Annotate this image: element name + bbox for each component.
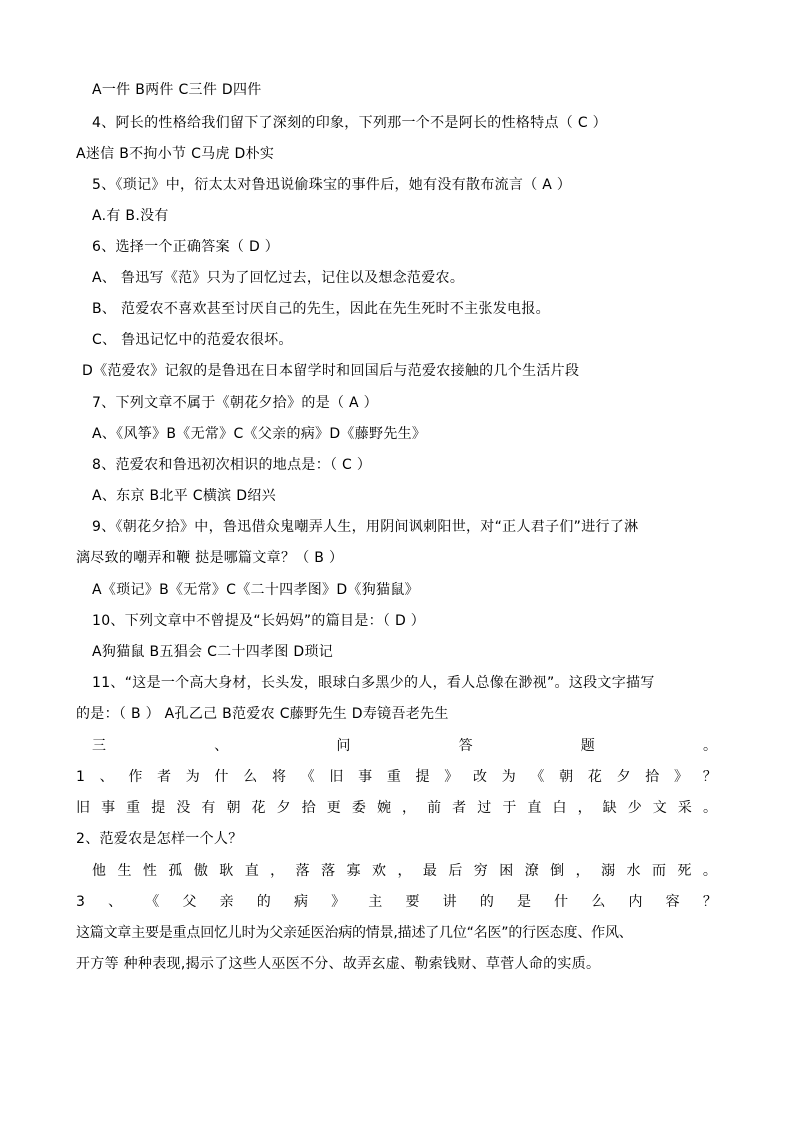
justified-char: 文 (652, 800, 667, 816)
question-11-continued: 的是：（ B ） A孔乙己 B范爱农 C藤野先生 D寿镜吾老先生 (76, 706, 449, 722)
qa-answer-3-continued: 开方等 种种表现,揭示了这些人巫医不分、故弄玄虚、勒索钱财、草菅人命的实质。 (76, 956, 601, 972)
question-6-option-d: D《范爱农》记叙的是鲁迅在日本留学时和回国后与范爱农接触的几个生活片段 (82, 363, 580, 379)
option-line-a: A一件 B两件 C三件 D四件 (92, 82, 262, 98)
justified-char: 讲 (442, 894, 457, 910)
qa-question-3 (76, 892, 717, 912)
justified-char: 1 (76, 769, 85, 785)
justified-char: 内 (628, 894, 643, 910)
justified-char: 少 (627, 800, 642, 816)
justified-char: 性 (142, 863, 157, 879)
justified-char: 么 (591, 894, 606, 910)
justified-char: 题 (580, 738, 595, 754)
justified-char: 改 (472, 769, 487, 785)
justified-char: 作 (128, 769, 143, 785)
justified-char: 夕 (616, 769, 631, 785)
justified-char: 后 (448, 863, 463, 879)
justified-char: ， (397, 863, 412, 879)
question-9-continued: 漓尽致的嘲弄和鞭 挞是哪篇文章？（ B ） (76, 550, 344, 566)
justified-char: 重 (126, 800, 141, 816)
justified-char: 病 (293, 894, 308, 910)
justified-char: 、 (99, 769, 114, 785)
justified-char: 三 (92, 738, 106, 754)
justified-char: ？ (702, 894, 717, 910)
justified-char: 。 (702, 863, 717, 879)
justified-char: 3 (76, 894, 85, 910)
question-9: 9、《朝花夕拾》中，鲁迅借众鬼嘲弄人生，用阴间讽刺阳世，对“正人君子们”进行了淋 (92, 519, 639, 535)
justified-char: ？ (702, 769, 717, 785)
question-6-option-c: C、 鲁迅记忆中的范爱农很坏。 (92, 332, 293, 348)
justified-char: 、 (214, 738, 229, 754)
justified-char: 《 (145, 894, 160, 910)
justified-char: 拾 (301, 800, 316, 816)
justified-char: 旧 (329, 769, 344, 785)
justified-char: 前 (427, 800, 442, 816)
question-10: 10、下列文章中不曾提及“长妈妈”的篇目是：（ D ） (92, 613, 426, 629)
question-7-options: A、《风筝》B《无常》C《父亲的病》D《藤野先生》 (92, 426, 427, 442)
section-heading (92, 736, 717, 756)
question-6-option-a: A、 鲁迅写《范》只为了回忆过去，记住以及想念范爱农。 (92, 270, 465, 286)
justified-char: 要 (405, 894, 420, 910)
justified-char: 重 (386, 769, 401, 785)
justified-char: 婉 (376, 800, 391, 816)
justified-char: 最 (422, 863, 437, 879)
justified-char: 为 (501, 769, 516, 785)
justified-char: ， (577, 800, 592, 816)
question-5: 5、《琐记》中，衍太太对鲁迅说偷珠宝的事件后，她有没有散布流言（ A ） (92, 177, 572, 193)
justified-char: 》 (444, 769, 459, 785)
question-10-options: A狗猫鼠 B五猖会 C二十四孝图 D琐记 (92, 644, 334, 660)
justified-char: 孤 (168, 863, 183, 879)
justified-char: 落 (295, 863, 310, 879)
question-9-options: A《琐记》B《无常》C《二十四孝图》D《狗猫鼠》 (92, 582, 419, 598)
justified-char: 答 (458, 738, 473, 754)
justified-char: 父 (182, 894, 197, 910)
question-4-options: A迷信 B不拘小节 C马虎 D朴实 (76, 146, 275, 162)
justified-char: 。 (702, 800, 717, 816)
justified-char: 朝 (226, 800, 241, 816)
justified-char: 《 (530, 769, 545, 785)
question-4: 4、阿长的性格给我们留下了深刻的印象，下列那一个不是阿长的性格特点（ C ） (92, 115, 607, 131)
justified-char: 事 (358, 769, 373, 785)
justified-char: 他 (92, 863, 106, 879)
justified-char: 问 (336, 738, 351, 754)
justified-char: 将 (271, 769, 286, 785)
justified-char: 欢 (371, 863, 386, 879)
justified-char: 直 (244, 863, 259, 879)
justified-char: 》 (331, 894, 346, 910)
justified-char: 直 (527, 800, 542, 816)
justified-char: 落 (321, 863, 336, 879)
justified-char: 者 (157, 769, 172, 785)
justified-char: 什 (214, 769, 229, 785)
justified-char: 更 (326, 800, 341, 816)
justified-char: 夕 (276, 800, 291, 816)
justified-char: 困 (499, 863, 514, 879)
justified-char: 。 (702, 738, 717, 754)
qa-answer-3: 这篇文章主要是重点回忆儿时为父亲延医治病的情景,描述了几位“名医”的行医态度、作风、 (76, 925, 633, 941)
justified-char: 么 (243, 769, 258, 785)
justified-char: 于 (502, 800, 517, 816)
question-7: 7、下列文章不属于《朝花夕拾》的是（ A ） (92, 395, 378, 411)
justified-char: 没 (176, 800, 191, 816)
question-11: 11、“这是一个高大身材，长头发，眼球白多黑少的人，看人总像在渺视”。这段文字描写 (92, 675, 655, 691)
justified-char: 事 (101, 800, 116, 816)
justified-char: 溺 (601, 863, 616, 879)
justified-char: 穷 (473, 863, 488, 879)
question-5-options: A.有 B.没有 (92, 208, 169, 224)
justified-char: 拾 (645, 769, 660, 785)
justified-char: 的 (256, 894, 271, 910)
justified-char: 的 (479, 894, 494, 910)
justified-char: ， (270, 863, 285, 879)
justified-char: ， (575, 863, 590, 879)
justified-char: 提 (415, 769, 430, 785)
justified-char: ， (402, 800, 417, 816)
justified-char: 傲 (193, 863, 208, 879)
justified-char: 缺 (602, 800, 617, 816)
question-6-option-b: B、 范爱农不喜欢甚至讨厌自己的先生，因此在先生死时不主张发电报。 (92, 301, 550, 317)
justified-char: 容 (665, 894, 680, 910)
justified-char: 提 (151, 800, 166, 816)
justified-char: 而 (651, 863, 666, 879)
qa-question-1 (76, 767, 717, 787)
justified-char: 者 (452, 800, 467, 816)
justified-char: 主 (368, 894, 383, 910)
justified-char: 倒 (550, 863, 565, 879)
justified-char: 委 (351, 800, 366, 816)
question-8-options: A、东京 B北平 C横滨 D绍兴 (92, 488, 276, 504)
justified-char: 过 (477, 800, 492, 816)
justified-char: 花 (251, 800, 266, 816)
justified-char: 白 (552, 800, 567, 816)
justified-char: 《 (300, 769, 315, 785)
question-8: 8、范爱农和鲁迅初次相识的地点是：（ C ） (92, 457, 372, 473)
qa-answer-2 (92, 861, 717, 881)
question-6: 6、选择一个正确答案（ D ） (92, 239, 280, 255)
justified-char: 水 (626, 863, 641, 879)
justified-char: 是 (516, 894, 531, 910)
justified-char: 有 (201, 800, 216, 816)
justified-char: 为 (185, 769, 200, 785)
justified-char: 耿 (219, 863, 234, 879)
justified-char: 什 (554, 894, 569, 910)
justified-char: 》 (674, 769, 689, 785)
qa-question-2: 2、范爱农是怎样一个人？ (76, 831, 243, 847)
justified-char: 采 (677, 800, 692, 816)
justified-char: 旧 (76, 800, 90, 816)
justified-char: 亲 (219, 894, 234, 910)
justified-char: 潦 (524, 863, 539, 879)
justified-char: 死 (677, 863, 692, 879)
justified-char: 寡 (346, 863, 361, 879)
qa-answer-1 (76, 798, 717, 818)
justified-char: 、 (108, 894, 123, 910)
justified-char: 朝 (559, 769, 574, 785)
justified-char: 生 (117, 863, 132, 879)
justified-char: 花 (587, 769, 602, 785)
